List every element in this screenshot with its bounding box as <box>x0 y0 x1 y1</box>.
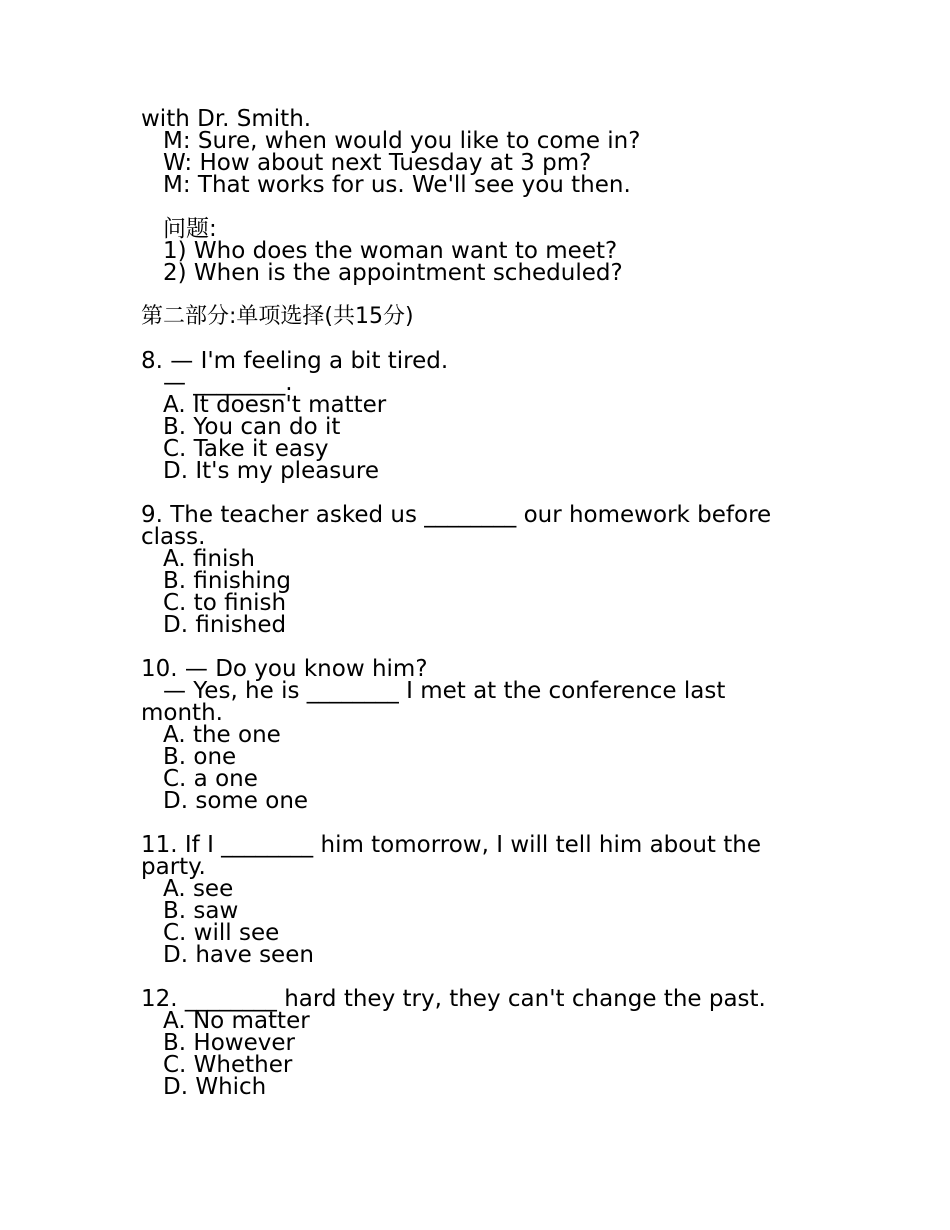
option-d: D. finished <box>163 612 287 638</box>
question-reply-continued: month. <box>141 700 223 726</box>
question-item: 1) Who does the woman want to meet? <box>163 238 618 264</box>
question-stem-continued: party. <box>141 854 206 880</box>
option-d: D. It's my pleasure <box>163 458 379 484</box>
question-item: 2) When is the appointment scheduled? <box>163 260 623 286</box>
questions-label: 问题: <box>163 216 217 242</box>
question-stem: 10. — Do you know him? <box>141 656 428 682</box>
dialogue-line: with Dr. Smith. <box>141 106 312 132</box>
option-a: A. finish <box>163 546 255 572</box>
option-c: C. will see <box>163 920 280 946</box>
question-9 <box>141 504 801 636</box>
option-d: D. have seen <box>163 942 314 968</box>
dialogue-line: M: That works for us. We'll see you then. <box>163 172 631 198</box>
option-c: C. Take it easy <box>163 436 329 462</box>
dialogue-block <box>141 108 801 196</box>
dialogue-line: M: Sure, when would you like to come in? <box>163 128 641 154</box>
question-stem: 8. — I'm feeling a bit tired. <box>141 348 449 374</box>
option-a: A. It doesn't matter <box>163 392 387 418</box>
option-d: D. some one <box>163 788 309 814</box>
question-10 <box>141 658 801 812</box>
option-c: C. Whether <box>163 1052 293 1078</box>
question-stem-continued: class. <box>141 524 206 550</box>
option-b: B. one <box>163 744 237 770</box>
option-a: A. the one <box>163 722 281 748</box>
question-reply: — ________. <box>163 370 293 396</box>
question-stem: 11. If I ________ him tomorrow, I will tell him about the <box>141 832 761 858</box>
option-a: A. No matter <box>163 1008 310 1034</box>
question-11 <box>141 834 801 966</box>
listening-questions <box>141 218 801 284</box>
question-stem: 12. ________ hard they try, they can't change the past. <box>141 986 766 1012</box>
question-12 <box>141 988 801 1098</box>
option-b: B. saw <box>163 898 239 924</box>
question-stem: 9. The teacher asked us ________ our homework before <box>141 502 772 528</box>
document-page <box>141 108 801 1098</box>
section-heading: 第二部分:单项选择(共15分) <box>141 304 414 329</box>
option-d: D. Which <box>163 1074 267 1100</box>
option-a: A. see <box>163 876 234 902</box>
option-b: B. You can do it <box>163 414 341 440</box>
option-c: C. a one <box>163 766 258 792</box>
option-c: C. to finish <box>163 590 287 616</box>
option-b: B. finishing <box>163 568 291 594</box>
dialogue-line: W: How about next Tuesday at 3 pm? <box>163 150 592 176</box>
question-8 <box>141 350 801 482</box>
option-b: B. However <box>163 1030 295 1056</box>
question-reply: — Yes, he is ________ I met at the conference last <box>163 678 726 704</box>
